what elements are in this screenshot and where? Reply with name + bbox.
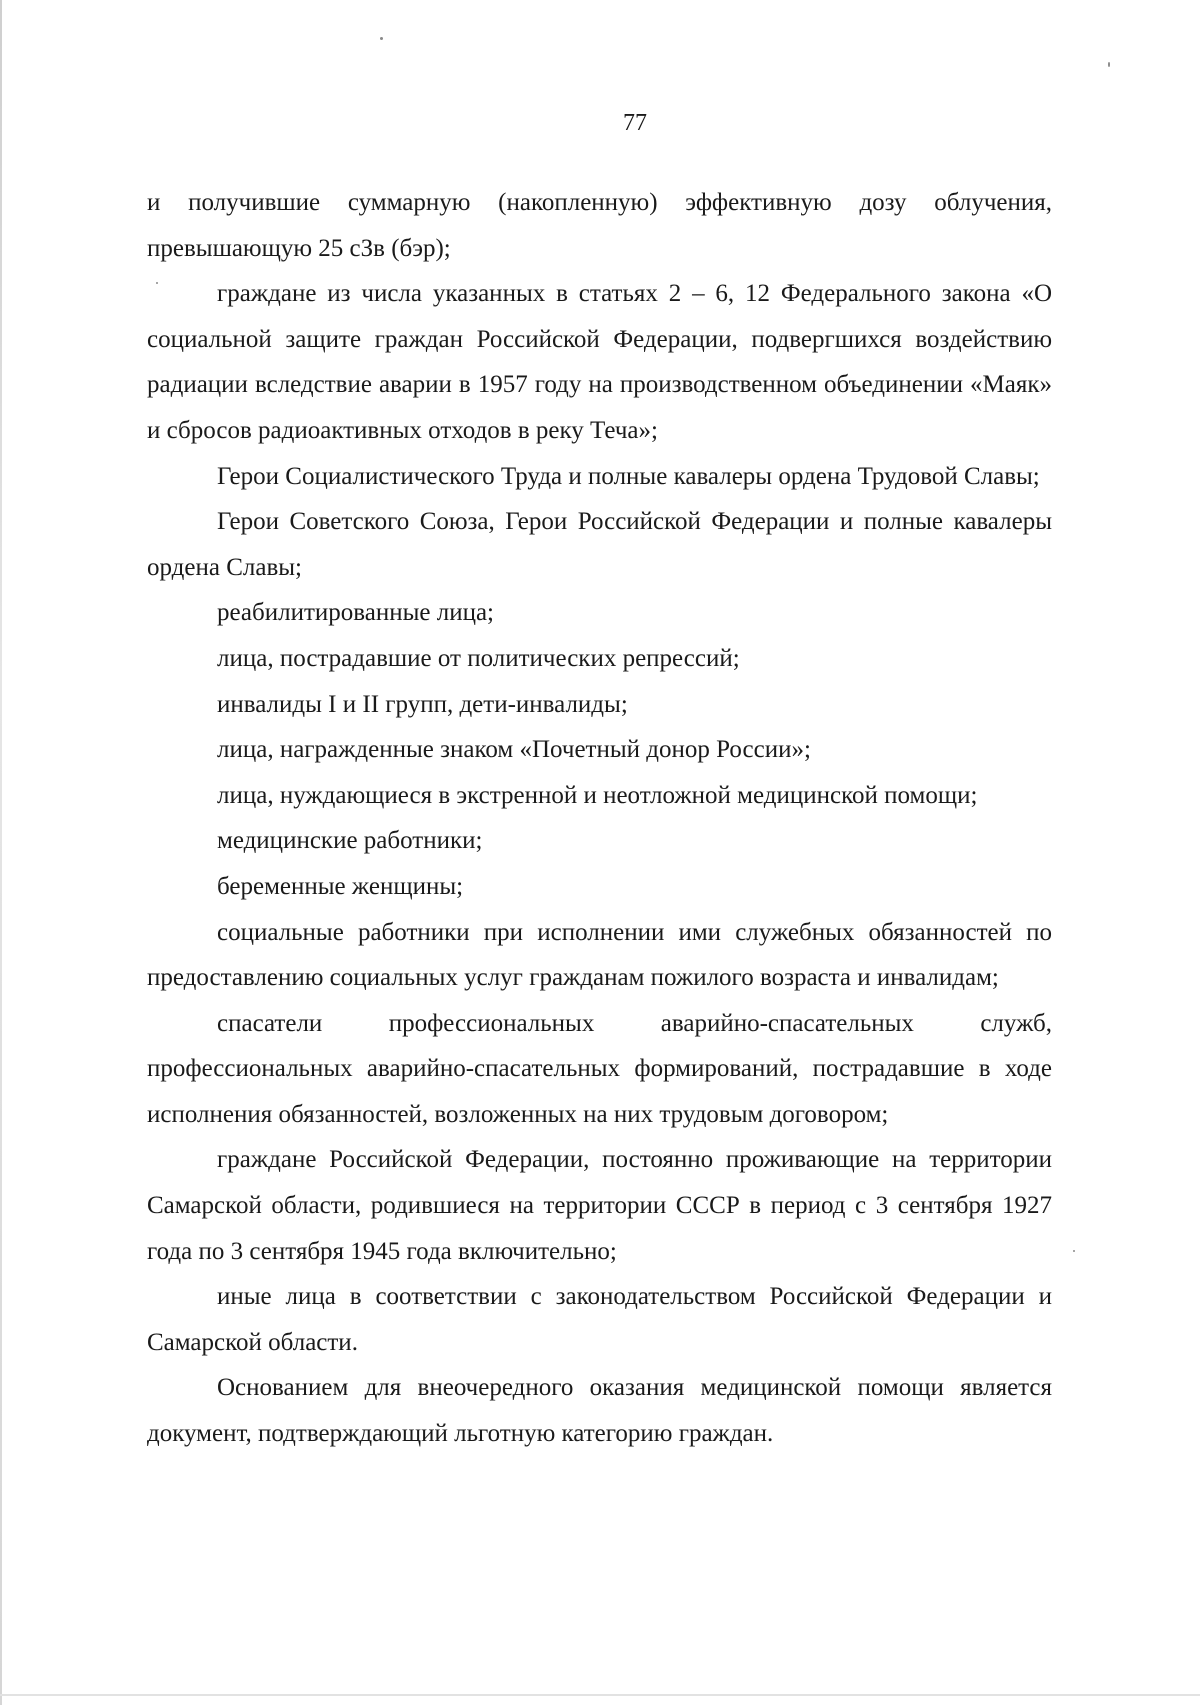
- paragraph: лица, пострадавшие от политических репрессий;: [217, 644, 740, 672]
- paragraph: лица, нуждающиеся в экстренной и неотложной медицинской помощи;: [217, 781, 978, 809]
- paragraph: Основанием для внеочередного оказания медицинской помощи является документ, подтверждающий льготную категорию граждан.: [147, 1374, 1052, 1448]
- page-number: 77: [623, 110, 647, 136]
- scan-bottom-edge: [0, 1694, 1200, 1696]
- scan-left-edge: [0, 0, 2, 1705]
- paragraph: Герои Советского Союза, Герои Российской Федерации и полные кавалеры ордена Славы;: [147, 508, 1052, 581]
- paragraph: граждане из числа указанных в статьях 2 – 6, 12 Федерального закона «О социальной защите граждан Российской Федерации, подвергшихся воздействию радиации вследствие аварии в 1957 году на производственном объединении «Маяк» и сбросов радиоактивных отходов в реку Теча»;: [147, 280, 1052, 444]
- paragraph: спасатели профессиональных аварийно-спасательных служб, профессиональных аварийно-спасательных формирований, пострадавшие в ходе исполнения обязанностей, возложенных на них трудовым договором;: [147, 1009, 1052, 1128]
- paragraph: лица, награжденные знаком «Почетный донор России»;: [217, 736, 811, 764]
- paragraph: и получившие суммарную (накопленную) эффективную дозу облучения, превышающую 25 сЗв (бэр);: [147, 189, 1052, 262]
- document-body: [147, 180, 1052, 1457]
- paragraph: граждане Российской Федерации, постоянно проживающие на территории Самарской области, родившиеся на территории СССР в период с 3 сентября 1927 года по 3 сентября 1945 года включительно;: [147, 1146, 1052, 1265]
- paragraph: медицинские работники;: [217, 827, 483, 855]
- paragraph: социальные работники при исполнении ими служебных обязанностей по предоставлению социальных услуг гражданам пожилого возраста и инвалидам;: [147, 918, 1052, 992]
- paragraph: иные лица в соответствии с законодательством Российской Федерации и Самарской области.: [147, 1283, 1052, 1356]
- paragraph: инвалиды I и II групп, дети-инвалиды;: [217, 690, 628, 718]
- scan-speck: [1073, 1250, 1075, 1252]
- scan-speck: [1108, 62, 1110, 67]
- paragraph: реабилитированные лица;: [217, 599, 495, 627]
- paragraph: Герои Социалистического Труда и полные кавалеры ордена Трудовой Славы;: [217, 462, 1040, 490]
- paragraph: беременные женщины;: [217, 872, 464, 900]
- scan-speck: [380, 37, 383, 40]
